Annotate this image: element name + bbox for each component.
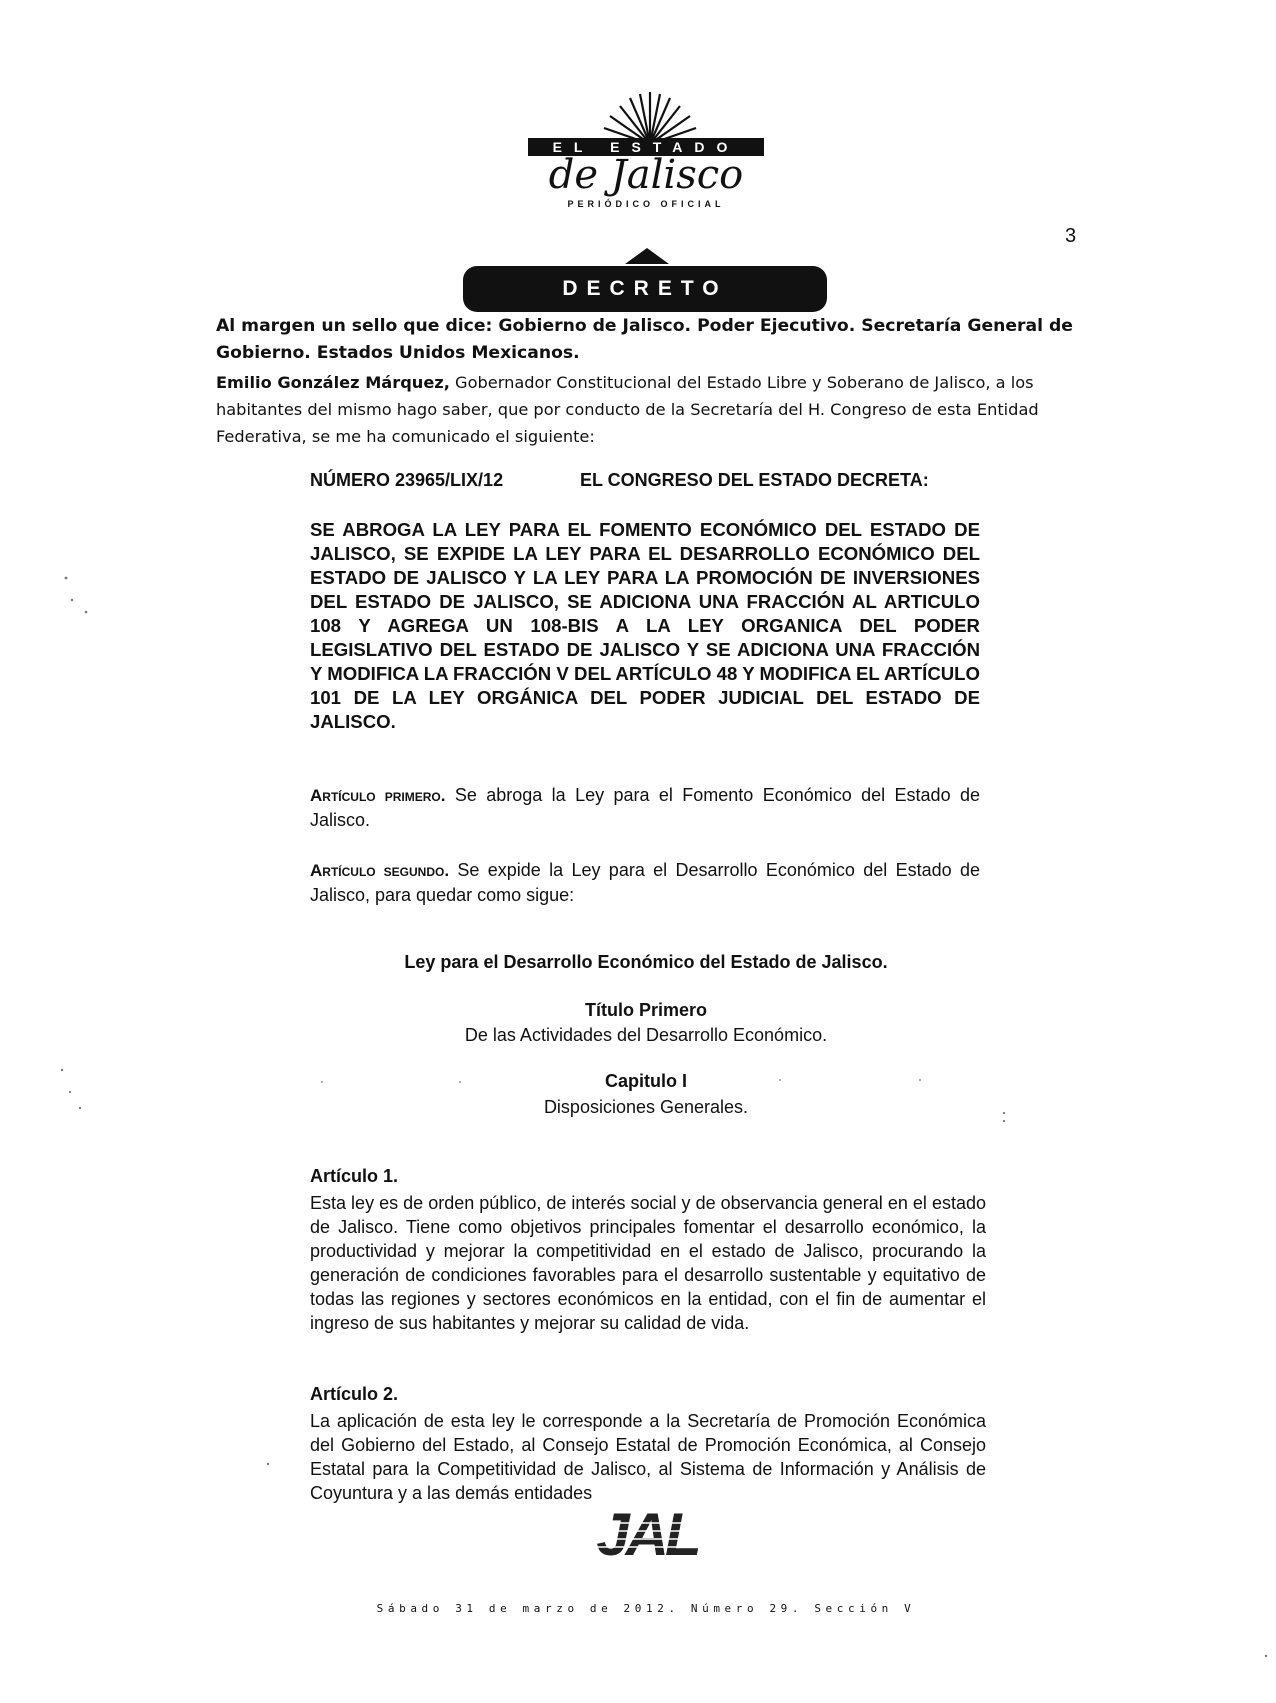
decree-number: NÚMERO 23965/LIX/12: [310, 470, 504, 490]
article-primero-text: Se abroga la Ley para el Fomento Económico del Estado de Jalisco.: [310, 785, 980, 830]
jal-logo-icon: [572, 1505, 722, 1563]
article-segundo: [310, 858, 980, 907]
law-title: Ley para el Desarrollo Económico del Estado de Jalisco.: [404, 952, 888, 972]
titulo-heading: Título Primero: [584, 1000, 707, 1020]
decreto-banner: DECRETO: [463, 266, 827, 312]
article-primero-label: Artículo primero.: [310, 786, 446, 805]
intro-text: Gobernador Constitucional del Estado Libre y Soberano de Jalisco, a los habitantes del mismo hago saber, que por conducto de la Secretaría del H. Congreso de esta Entidad Federativa, se me ha comunicado el siguiente:: [216, 373, 1039, 446]
footer-date-line: Sábado 31 de marzo de 2012. Número 29. Sección V: [376, 1602, 916, 1615]
masthead-periodico-oficial: PERIÓDICO OFICIAL: [567, 199, 725, 209]
titulo-subheading: De las Actividades del Desarrollo Económico.: [464, 1025, 828, 1045]
intro-paragraph: [216, 369, 1086, 450]
article-segundo-text: Se expide la Ley para el Desarrollo Económico del Estado de Jalisco, para quedar como sigue:: [310, 860, 980, 905]
banner-pointer: [625, 248, 669, 264]
capitulo-subheading: Disposiciones Generales.: [543, 1097, 749, 1117]
article-2-text: La aplicación de esta ley le corresponde a la Secretaría de Promoción Económica del Gobierno del Estado, al Consejo Estatal de Promoción Económica, al Consejo Estatal para la Competitividad de Jalisco, al Sistema de Información y Análisis de Coyuntura y a las demás entidades: [310, 1411, 986, 1503]
capitulo-heading: Capitulo I: [605, 1071, 687, 1091]
masthead-estado: EL ESTADO: [528, 138, 764, 156]
article-primero: [310, 783, 980, 832]
page-number: 3: [1065, 225, 1077, 247]
decree-summary: SE ABROGA LA LEY PARA EL FOMENTO ECONÓMICO DEL ESTADO DE JALISCO, SE EXPIDE LA LEY PARA EL DESARROLLO ECONÓMICO DEL ESTADO DE JALISCO Y LA LEY PARA LA PROMOCIÓN DE INVERSIONES DEL ESTADO DE JALISCO, SE ADICIONA UNA FRACCIÓN AL ARTICULO 108 Y AGREGA UN 108-BIS A LA LEY ORGANICA DEL PODER LEGISLATIVO DEL ESTADO DE JALISCO Y SE ADICIONA UNA FRACCIÓN Y MODIFICA LA FRACCIÓN V DEL ARTÍCULO 48 Y MODIFICA EL ARTÍCULO 101 DE LA LEY ORGÁNICA DEL PODER JUDICIAL DEL ESTADO DE JALISCO.: [310, 519, 980, 732]
governor-name: Emilio González Márquez,: [216, 373, 450, 392]
article-1-heading: Artículo 1.: [310, 1166, 399, 1186]
margin-note: Al margen un sello que dice: Gobierno de Jalisco. Poder Ejecutivo. Secretaría General de Gobierno. Estados Unidos Mexicanos.: [216, 316, 1073, 363]
masthead-jalisco: de Jalisco: [548, 152, 744, 198]
article-segundo-label: Artículo segundo.: [310, 861, 450, 880]
article-2-heading: Artículo 2.: [310, 1384, 399, 1404]
article-1-text: Esta ley es de orden público, de interés social y de observancia general en el estado de Jalisco. Tiene como objetivos principales fomentar el desarrollo económico, la productividad y mejorar la competitividad en el estado de Jalisco, procurando la generación de condiciones favorables para el desarrollo sustentable y equitativo de todas las regiones y sectores económicos en la entidad, con el fin de aumentar el ingreso de sus habitantes y mejorar su calidad de vida.: [310, 1193, 986, 1333]
congress-decrees: EL CONGRESO DEL ESTADO DECRETA:: [580, 470, 929, 490]
jal-logo-text: JAL: [596, 1505, 698, 1563]
